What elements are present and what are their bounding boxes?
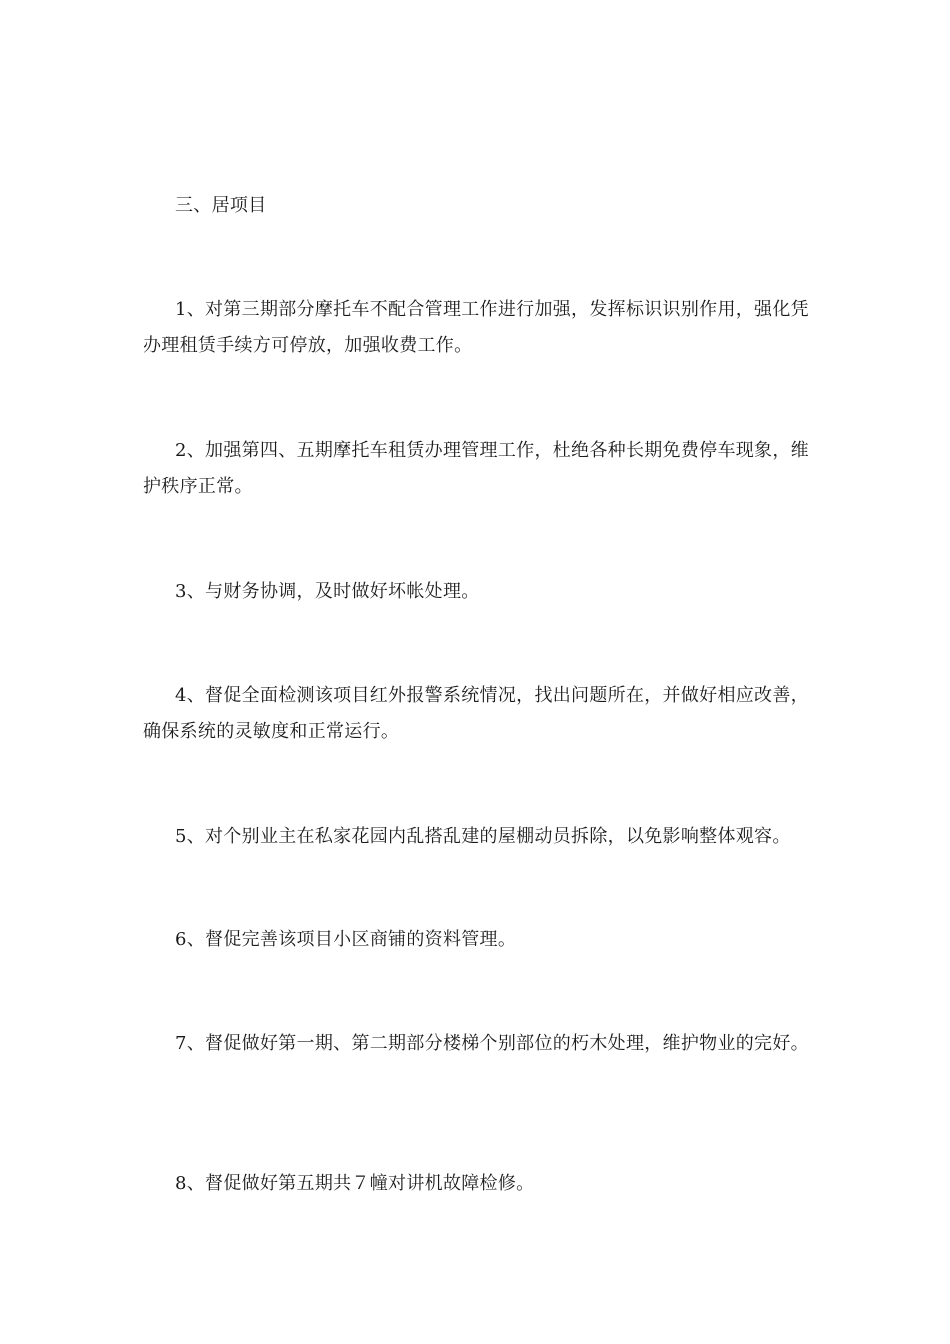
section-heading: 三、居项目 [175, 195, 267, 216]
list-item: 5、对个别业主在私家花园内乱搭乱建的屋棚动员拆除，以免影响整体观容。 [175, 826, 791, 847]
list-item: 6、督促完善该项目小区商铺的资料管理。 [175, 929, 517, 950]
list-item: 4、督促全面检测该项目红外报警系统情况，找出问题所在，并做好相应改善，确保系统的灵敏度和正常运行。 [143, 685, 809, 742]
list-item: 2、加强第四、五期摩托车租赁办理管理工作，杜绝各种长期免费停车现象，维护秩序正常。 [143, 440, 809, 497]
list-item: 7、督促做好第一期、第二期部分楼梯个别部位的朽木处理，维护物业的完好。 [175, 1033, 809, 1054]
list-item: 3、与财务协调，及时做好坏帐处理。 [175, 581, 480, 602]
list-item: 8、督促做好第五期共７幢对讲机故障检修。 [175, 1173, 535, 1194]
list-item: 1、对第三期部分摩托车不配合管理工作进行加强，发挥标识识别作用，强化凭办理租赁手续方可停放，加强收费工作。 [143, 299, 809, 356]
